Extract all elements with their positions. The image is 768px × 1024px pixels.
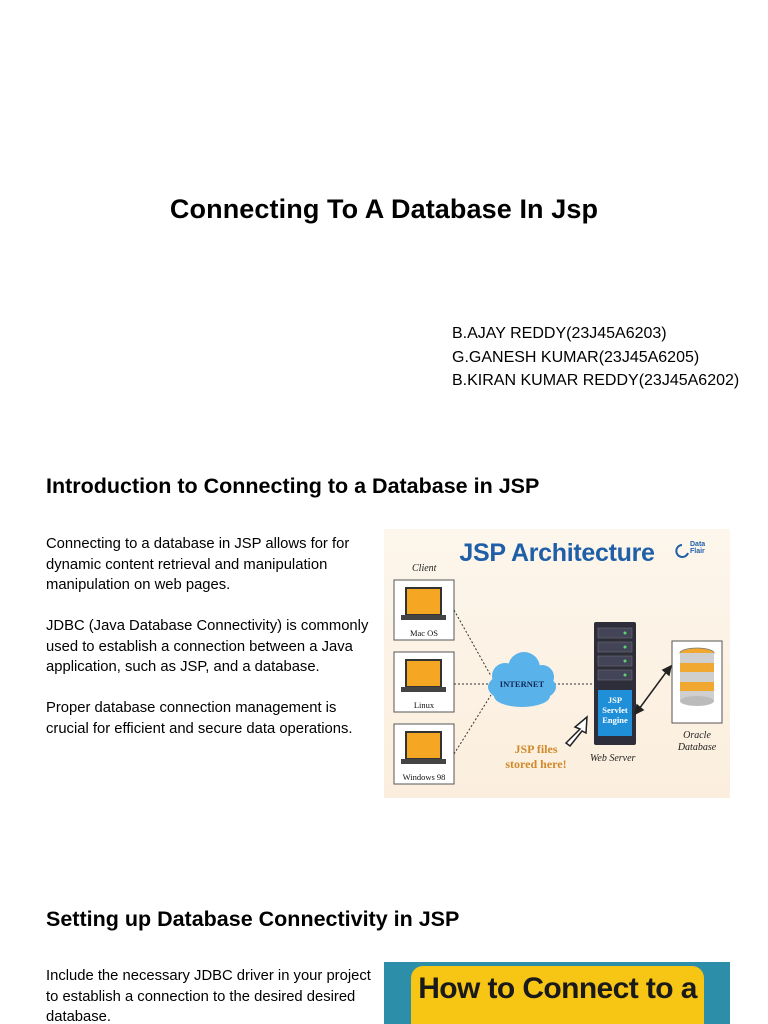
client-linux-label: Linux: [413, 700, 435, 710]
database-line-2: Database: [677, 742, 717, 753]
intro-paragraph-1: Connecting to a database in JSP allows for for dynamic content retrieval and manipulation manipulation on web pages.: [46, 536, 350, 593]
engine-line-2: Servlet: [602, 705, 628, 715]
note-line-2: stored here!: [505, 757, 567, 771]
oracle-database-icon: [672, 641, 722, 723]
intro-heading: Introduction to Connecting to a Database in JSP: [46, 474, 540, 498]
web-server-label: Web Server: [590, 753, 636, 764]
web-server-icon: [594, 622, 636, 745]
server-database-arrow-icon: [635, 666, 671, 714]
architecture-title: JSP Architecture: [459, 539, 655, 567]
intro-body: [46, 534, 381, 760]
client-windows-label: Windows 98: [402, 772, 446, 782]
client-label: Client: [412, 563, 437, 574]
client-mac-os-label: Mac OS: [409, 628, 439, 638]
engine-line-3: Engine: [602, 715, 628, 725]
how-to-text: How to Connect to a: [418, 972, 697, 1005]
logo-line-1: Data: [690, 541, 706, 548]
intro-paragraph-3: Proper database connection management is crucial for efficient and secure data operations.: [46, 700, 353, 737]
logo-line-2: Flair: [690, 548, 705, 555]
author-2: G.GANESH KUMAR(23J45A6205): [452, 348, 700, 366]
setup-heading: Setting up Database Connectivity in JSP: [46, 907, 460, 931]
how-to-card: [411, 966, 704, 1024]
database-label: [672, 730, 722, 754]
author-list: [452, 322, 739, 393]
engine-line-1: JSP: [607, 695, 623, 705]
note-line-1: JSP files: [514, 742, 558, 756]
intro-paragraph-2: JDBC (Java Database Connectivity) is commonly used to establish a connection between a Java application, such as JSP, and a database.: [46, 618, 369, 675]
slide-title: Connecting To A Database In Jsp: [169, 194, 599, 224]
jsp-files-note: [494, 742, 578, 772]
servlet-engine-label: [598, 695, 632, 725]
setup-body: [46, 966, 381, 1024]
author-1: B.AJAY REDDY(23J45A6203): [452, 325, 667, 342]
dataflair-logo-icon: [676, 545, 688, 557]
how-to-connect-figure: [384, 962, 730, 1024]
internet-label: INTERNET: [499, 679, 545, 689]
setup-paragraph: Include the necessary JDBC driver in your project to establish a connection to the desired desired database.: [46, 968, 371, 1024]
jsp-architecture-figure: [384, 529, 730, 798]
database-line-1: Oracle: [683, 730, 711, 741]
author-3: B.KIRAN KUMAR REDDY(23J45A6202): [452, 372, 740, 389]
